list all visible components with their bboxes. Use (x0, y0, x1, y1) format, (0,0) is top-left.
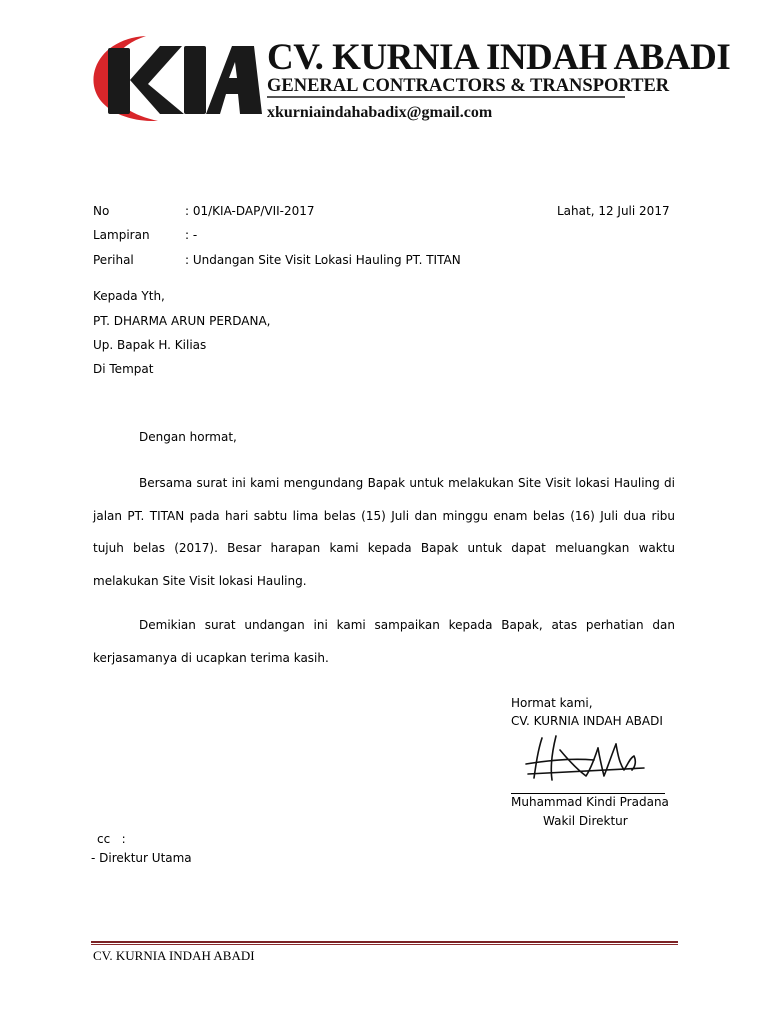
recipient-line-2: PT. DHARMA ARUN PERDANA, (93, 314, 271, 328)
signer-name: Muhammad Kindi Pradana (511, 795, 669, 809)
cc-label: cc : (97, 832, 126, 846)
recipient-line-3: Up. Bapak H. Kilias (93, 338, 207, 352)
company-tagline: GENERAL CONTRACTORS & TRANSPORTER (267, 76, 670, 96)
perihal-label: Perihal (93, 253, 134, 267)
company-email: xkurniaindahabadix@gmail.com (267, 104, 493, 121)
footer-divider (91, 941, 678, 943)
footer-divider-thin (91, 944, 678, 945)
company-name: CV. KURNIA INDAH ABADI (267, 37, 731, 78)
company-logo (86, 28, 264, 128)
tagline-underline (267, 96, 625, 98)
footer-company-name: CV. KURNIA INDAH ABADI (93, 948, 255, 963)
recipient-line-1: Kepada Yth, (93, 289, 165, 303)
body-paragraph-2: Demikian surat undangan ini kami sampaikan kepada Bapak, atas perhatian dan kerjasamanya di ucapkan terima kasih. (93, 618, 675, 665)
handwritten-signature (520, 730, 650, 790)
no-value: : 01/KIA-DAP/VII-2017 (185, 204, 315, 218)
signer-company: CV. KURNIA INDAH ABADI (511, 714, 663, 728)
closing-salutation: Hormat kami, (511, 696, 593, 710)
perihal-value: : Undangan Site Visit Lokasi Hauling PT. TITAN (185, 253, 461, 267)
recipient-line-4: Di Tempat (93, 362, 154, 376)
greeting: Dengan hormat, (139, 430, 237, 444)
signer-title: Wakil Direktur (543, 814, 628, 828)
place-date: Lahat, 12 Juli 2017 (557, 204, 670, 218)
lampiran-value: : - (185, 228, 198, 242)
signature-name-underline (511, 793, 665, 794)
body-paragraph-1: Bersama surat ini kami mengundang Bapak untuk melakukan Site Visit lokasi Hauling di jalan PT. TITAN pada hari sabtu lima belas (15) Juli dan minggu enam belas (16) Juli dua ribu tujuh belas (2017). Besar harapan kami kepada Bapak untuk dapat meluangkan waktu melakukan Site Visit lokasi Hauling. (93, 476, 675, 588)
cc-item: - Direktur Utama (91, 851, 192, 865)
no-label: No (93, 204, 110, 218)
lampiran-label: Lampiran (93, 228, 150, 242)
logo-letters (108, 46, 262, 114)
